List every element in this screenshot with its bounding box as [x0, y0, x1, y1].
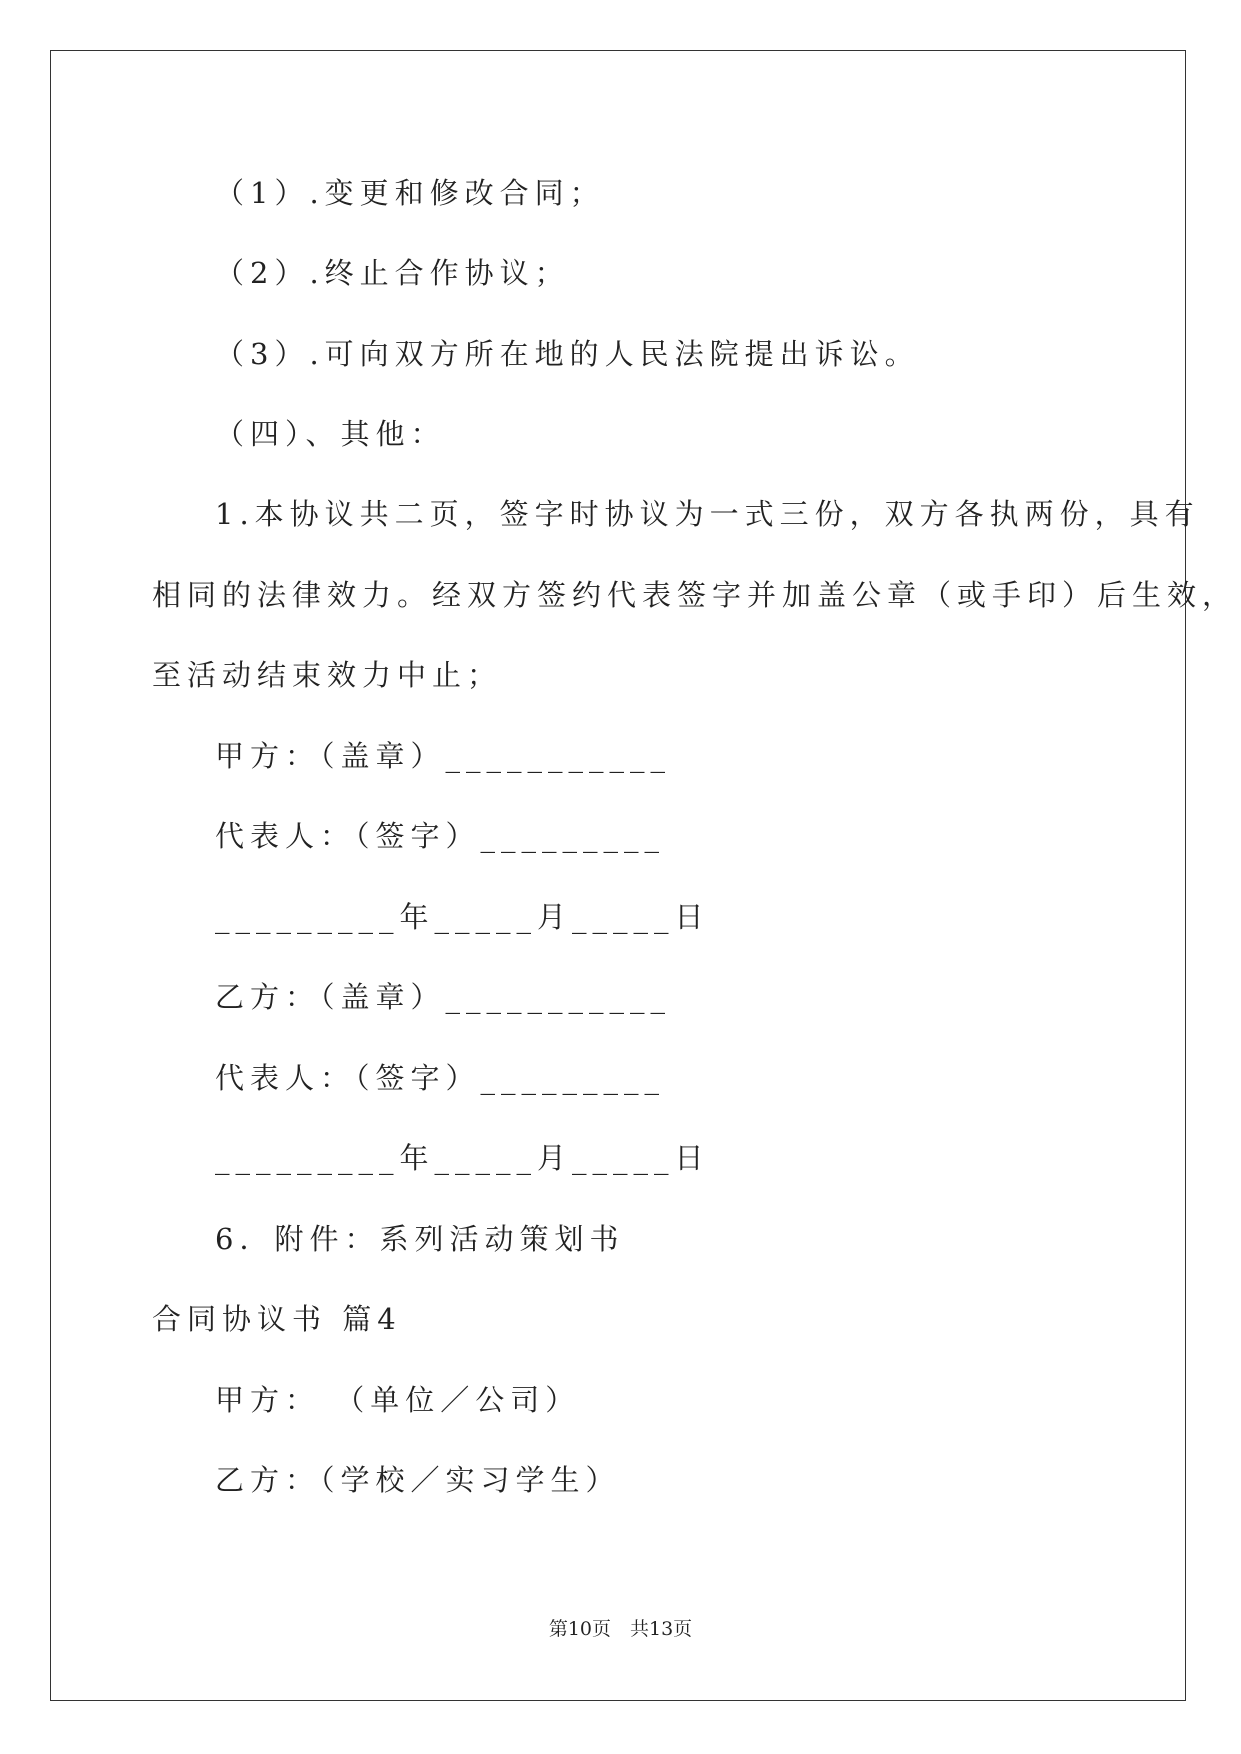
- text-line: 至活动结束效力中止；: [152, 658, 503, 692]
- text-line: （3）.可向双方所在地的人民法院提出诉讼。: [215, 337, 920, 371]
- section-heading: （四）、其他：: [215, 417, 446, 451]
- text-line: （2）.终止合作协议；: [215, 256, 570, 290]
- text-line: 1.本协议共二页，签字时协议为一式三份，双方各执两份，具有: [215, 497, 1200, 531]
- text-line: （1）.变更和修改合同；: [215, 176, 605, 210]
- party-a-line: 甲方： （单位／公司）: [215, 1383, 581, 1417]
- party-b-date-line: _________年_____月_____日: [215, 1141, 710, 1175]
- party-a-date-line: _________年_____月_____日: [215, 900, 710, 934]
- party-a-seal-line: 甲方：（盖章）___________: [215, 739, 672, 773]
- page-border: [50, 50, 1186, 1701]
- party-b-representative-line: 代表人：（签字）_________: [215, 1061, 666, 1095]
- text-line: 相同的法律效力。经双方签约代表签字并加盖公章（或手印）后生效，: [152, 578, 1238, 612]
- attachment-line: 6．附件：系列活动策划书: [215, 1222, 625, 1256]
- party-b-seal-line: 乙方：（盖章）___________: [215, 980, 672, 1014]
- party-b-line: 乙方：（学校／实习学生）: [215, 1463, 621, 1497]
- party-a-representative-line: 代表人：（签字）_________: [215, 819, 666, 853]
- section-title: 合同协议书 篇4: [152, 1302, 402, 1336]
- page-number-footer: 第10页 共13页: [548, 1618, 693, 1640]
